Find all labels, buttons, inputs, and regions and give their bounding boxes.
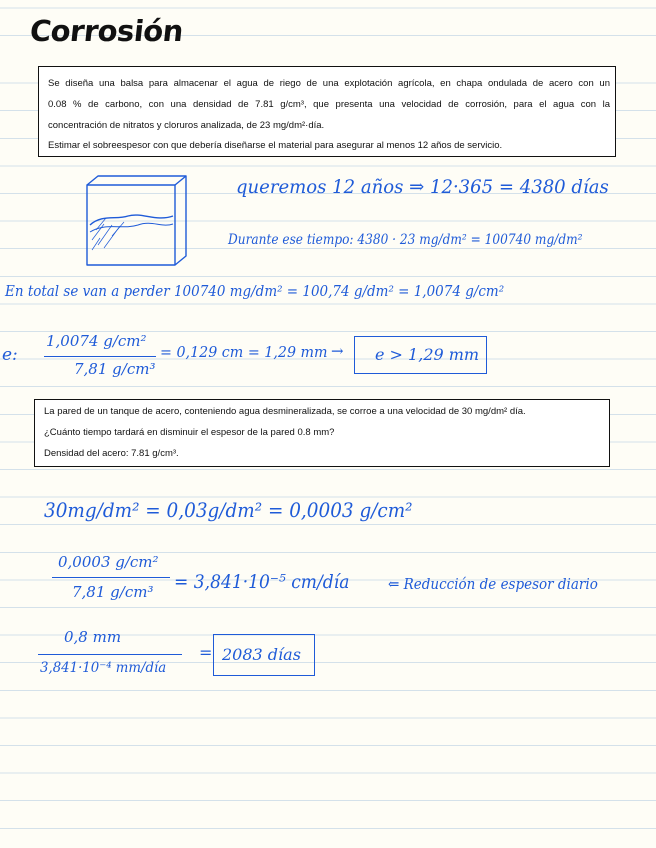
- e-result: = 0,129 cm = 1,29 mm: [160, 343, 328, 361]
- arrow: →: [331, 342, 344, 360]
- problem-statement-2: [34, 399, 610, 467]
- fraction-1-denominator: 7,81 g/cm³: [72, 583, 154, 601]
- tank-sketch-drawing: [82, 170, 192, 270]
- problem-1-line-3: concentración de nitratos y cloruros analizada, de 23 mg/dm²·día.: [48, 120, 325, 131]
- fraction-1-numerator: 0,0003 g/cm²: [58, 553, 159, 571]
- page-title: Corrosión: [28, 14, 185, 48]
- e-label: e:: [2, 345, 18, 365]
- work-1-line-3: En total se van a perder 100740 mg/dm² = 100,74 g/dm² = 1,0074 g/cm²: [5, 284, 505, 300]
- fraction-1-bar: [52, 577, 170, 578]
- problem-2-line-1: La pared de un tanque de acero, conteniendo agua desmineralizada, se corroe a una velocidad de 30 mg/dm² día.: [44, 406, 526, 417]
- work-1-line-1: queremos 12 años ⇒ 12·365 = 4380 días: [236, 176, 609, 198]
- fraction-1-note: ⇐ Reducción de espesor diario: [388, 575, 598, 593]
- e-fraction-bar: [44, 356, 156, 357]
- e-denominator: 7,81 g/cm³: [74, 360, 156, 378]
- answer-box: 2083 días: [213, 634, 315, 676]
- e-numerator: 1,0074 g/cm²: [46, 332, 147, 350]
- problem-2-line-3: Densidad del acero: 7.81 g/cm³.: [44, 448, 179, 459]
- problem-1-line-4: Estimar el sobreespesor con que debería diseñarse el material para asegurar al menos 12 años de servicio.: [48, 140, 503, 151]
- problem-2-line-2: ¿Cuánto tiempo tardará en disminuir el espesor de la pared 0.8 mm?: [44, 427, 335, 438]
- fraction-2-bar: [38, 654, 182, 655]
- fraction-2-denominator: 3,841·10⁻⁴ mm/día: [40, 660, 167, 676]
- e-answer-box: e > 1,29 mm: [354, 336, 487, 374]
- work-2-line-1: 30mg/dm² = 0,03g/dm² = 0,0003 g/cm²: [44, 498, 413, 522]
- work-1-line-2: Durante ese tiempo: 4380 · 23 mg/dm² = 100740 mg/dm²: [228, 232, 583, 248]
- problem-statement-1: [38, 66, 616, 157]
- fraction-1-result: = 3,841·10⁻⁵ cm/día: [174, 571, 350, 593]
- fraction-2-numerator: 0,8 mm: [64, 628, 122, 646]
- fraction-2-equals: =: [199, 643, 213, 662]
- problem-1-line-2: 0.08 % de carbono, con una densidad de 7.81 g/cm³, que presenta una velocidad de corrosión, para el agua con la: [48, 99, 610, 110]
- problem-1-line-1: Se diseña una balsa para almacenar el agua de riego de una explotación agrícola, en chapa ondulada de acero con un: [48, 78, 610, 89]
